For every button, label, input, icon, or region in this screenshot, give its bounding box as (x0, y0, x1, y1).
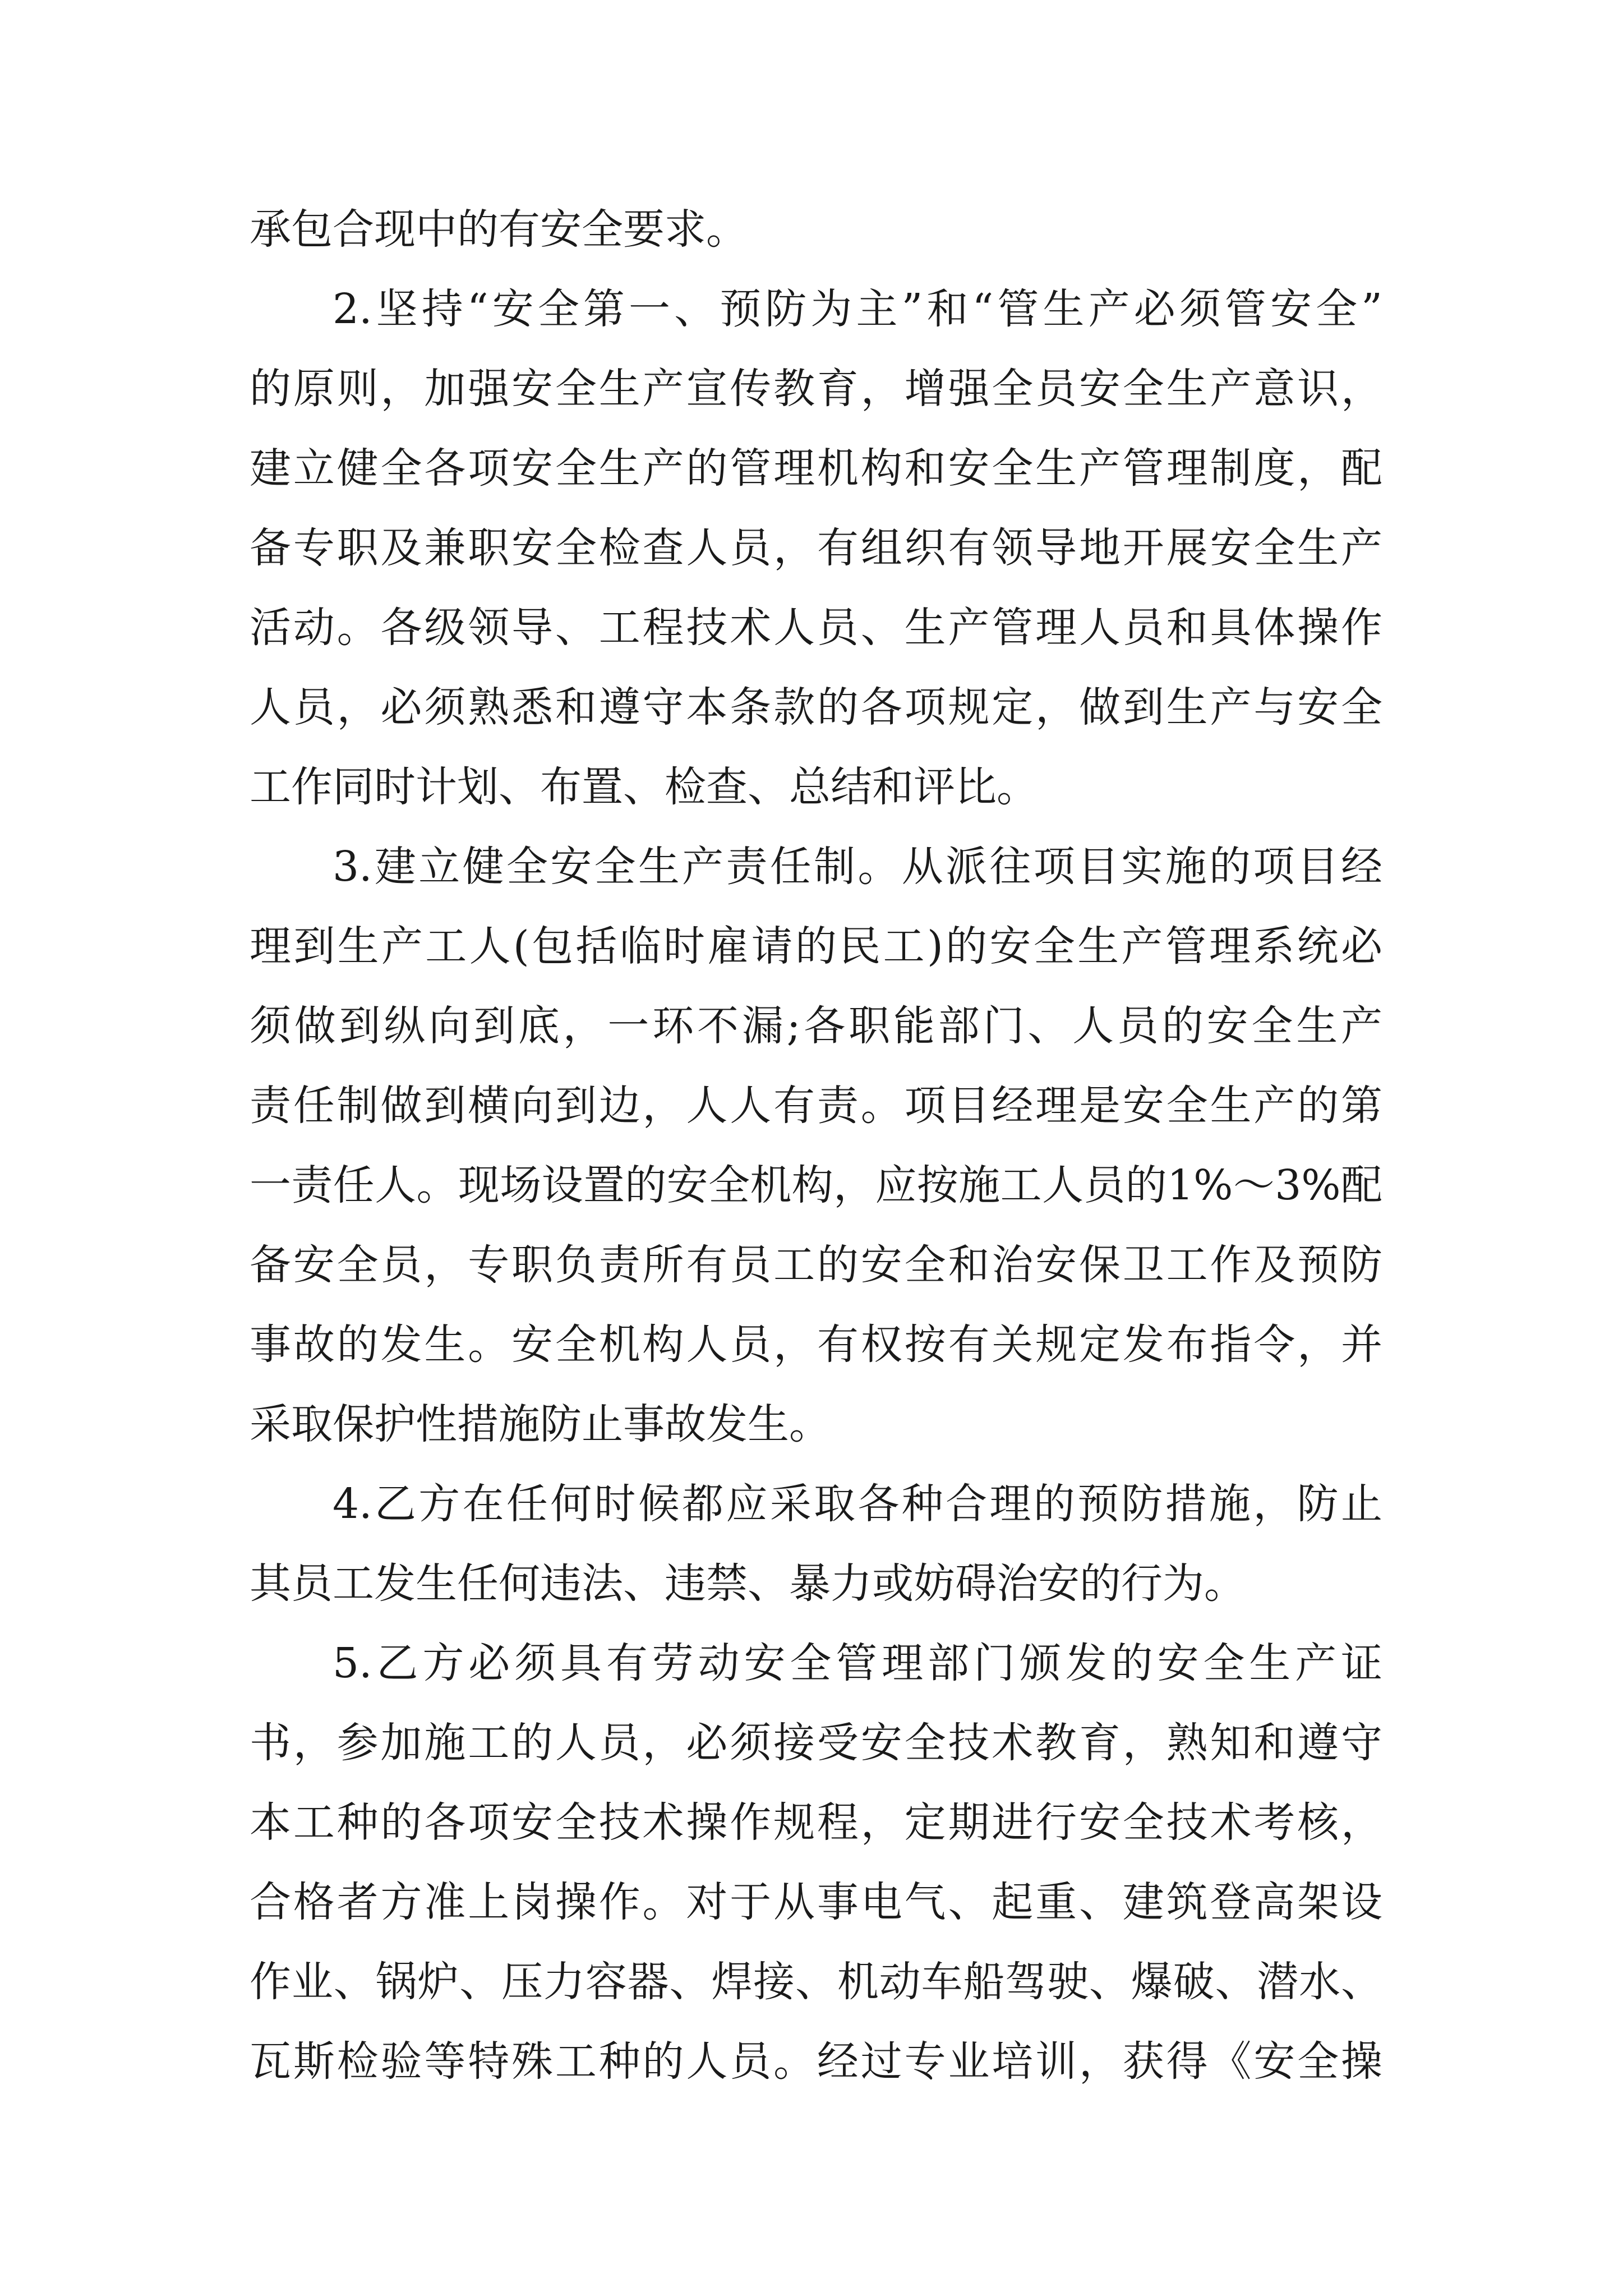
paragraph-line: 备安全员，专职负责所有员工的安全和治安保卫工作及预防 (250, 1241, 1382, 1289)
paragraph-line: 瓦斯检验等特殊工种的人员。经过专业培训，获得《安全操 (250, 2037, 1382, 2086)
paragraph-line: 备专职及兼职安全检查人员，有组织有领导地开展安全生产 (250, 524, 1382, 572)
paragraph-line: 建立健全各项安全生产的管理机构和安全生产管理制度，配 (250, 444, 1382, 493)
paragraph-line: 合格者方准上岗操作。对于从事电气、起重、建筑登高架设 (250, 1878, 1382, 1926)
paragraph-line: 工作同时计划、布置、检查、总结和评比。 (250, 763, 1038, 811)
paragraph-line: 其员工发生任何违法、违禁、暴力或妨碍治安的行为。 (250, 1559, 1246, 1608)
paragraph-line: 本工种的各项安全技术操作规程，定期进行安全技术考核， (250, 1798, 1382, 1847)
paragraph-line: 5.乙方必须具有劳动安全管理部门颁发的安全生产证 (333, 1639, 1382, 1687)
document-body (250, 190, 1382, 2101)
paragraph-line: 作业、锅炉、压力容器、焊接、机动车船驾驶、爆破、潜水、 (250, 1958, 1382, 2006)
paragraph-line: 一责任人。现场设置的安全机构，应按施工人员的1%～3%配 (250, 1161, 1382, 1209)
paragraph-line: 理到生产工人(包括临时雇请的民工)的安全生产管理系统必 (250, 922, 1382, 970)
paragraph-line: 4.乙方在任何时候都应采取各种合理的预防措施，防止 (333, 1480, 1382, 1528)
paragraph-line: 的原则，加强安全生产宣传教育，增强全员安全生产意识， (250, 365, 1382, 413)
paragraph-line: 事故的发生。安全机构人员，有权按有关规定发布指令，并 (250, 1320, 1382, 1369)
paragraph-line: 活动。各级领导、工程技术人员、生产管理人员和具体操作 (250, 604, 1382, 652)
paragraph-line: 须做到纵向到底，一环不漏;各职能部门、人员的安全生产 (250, 1002, 1382, 1050)
paragraph-line: 采取保护性措施防止事故发生。 (250, 1400, 831, 1448)
paragraph-line: 2.坚持“安全第一、预防为主”和“管生产必须管安全” (333, 285, 1382, 333)
paragraph-line: 责任制做到横向到边，人人有责。项目经理是安全生产的第 (250, 1082, 1382, 1130)
paragraph-line: 承包合现中的有安全要求。 (250, 205, 748, 254)
paragraph-line: 书，参加施工的人员，必须接受安全技术教育，熟知和遵守 (250, 1719, 1382, 1767)
paragraph-line: 3.建立健全安全生产责任制。从派往项目实施的项目经 (333, 843, 1382, 891)
paragraph-line: 人员，必须熟悉和遵守本条款的各项规定，做到生产与安全 (250, 683, 1382, 731)
